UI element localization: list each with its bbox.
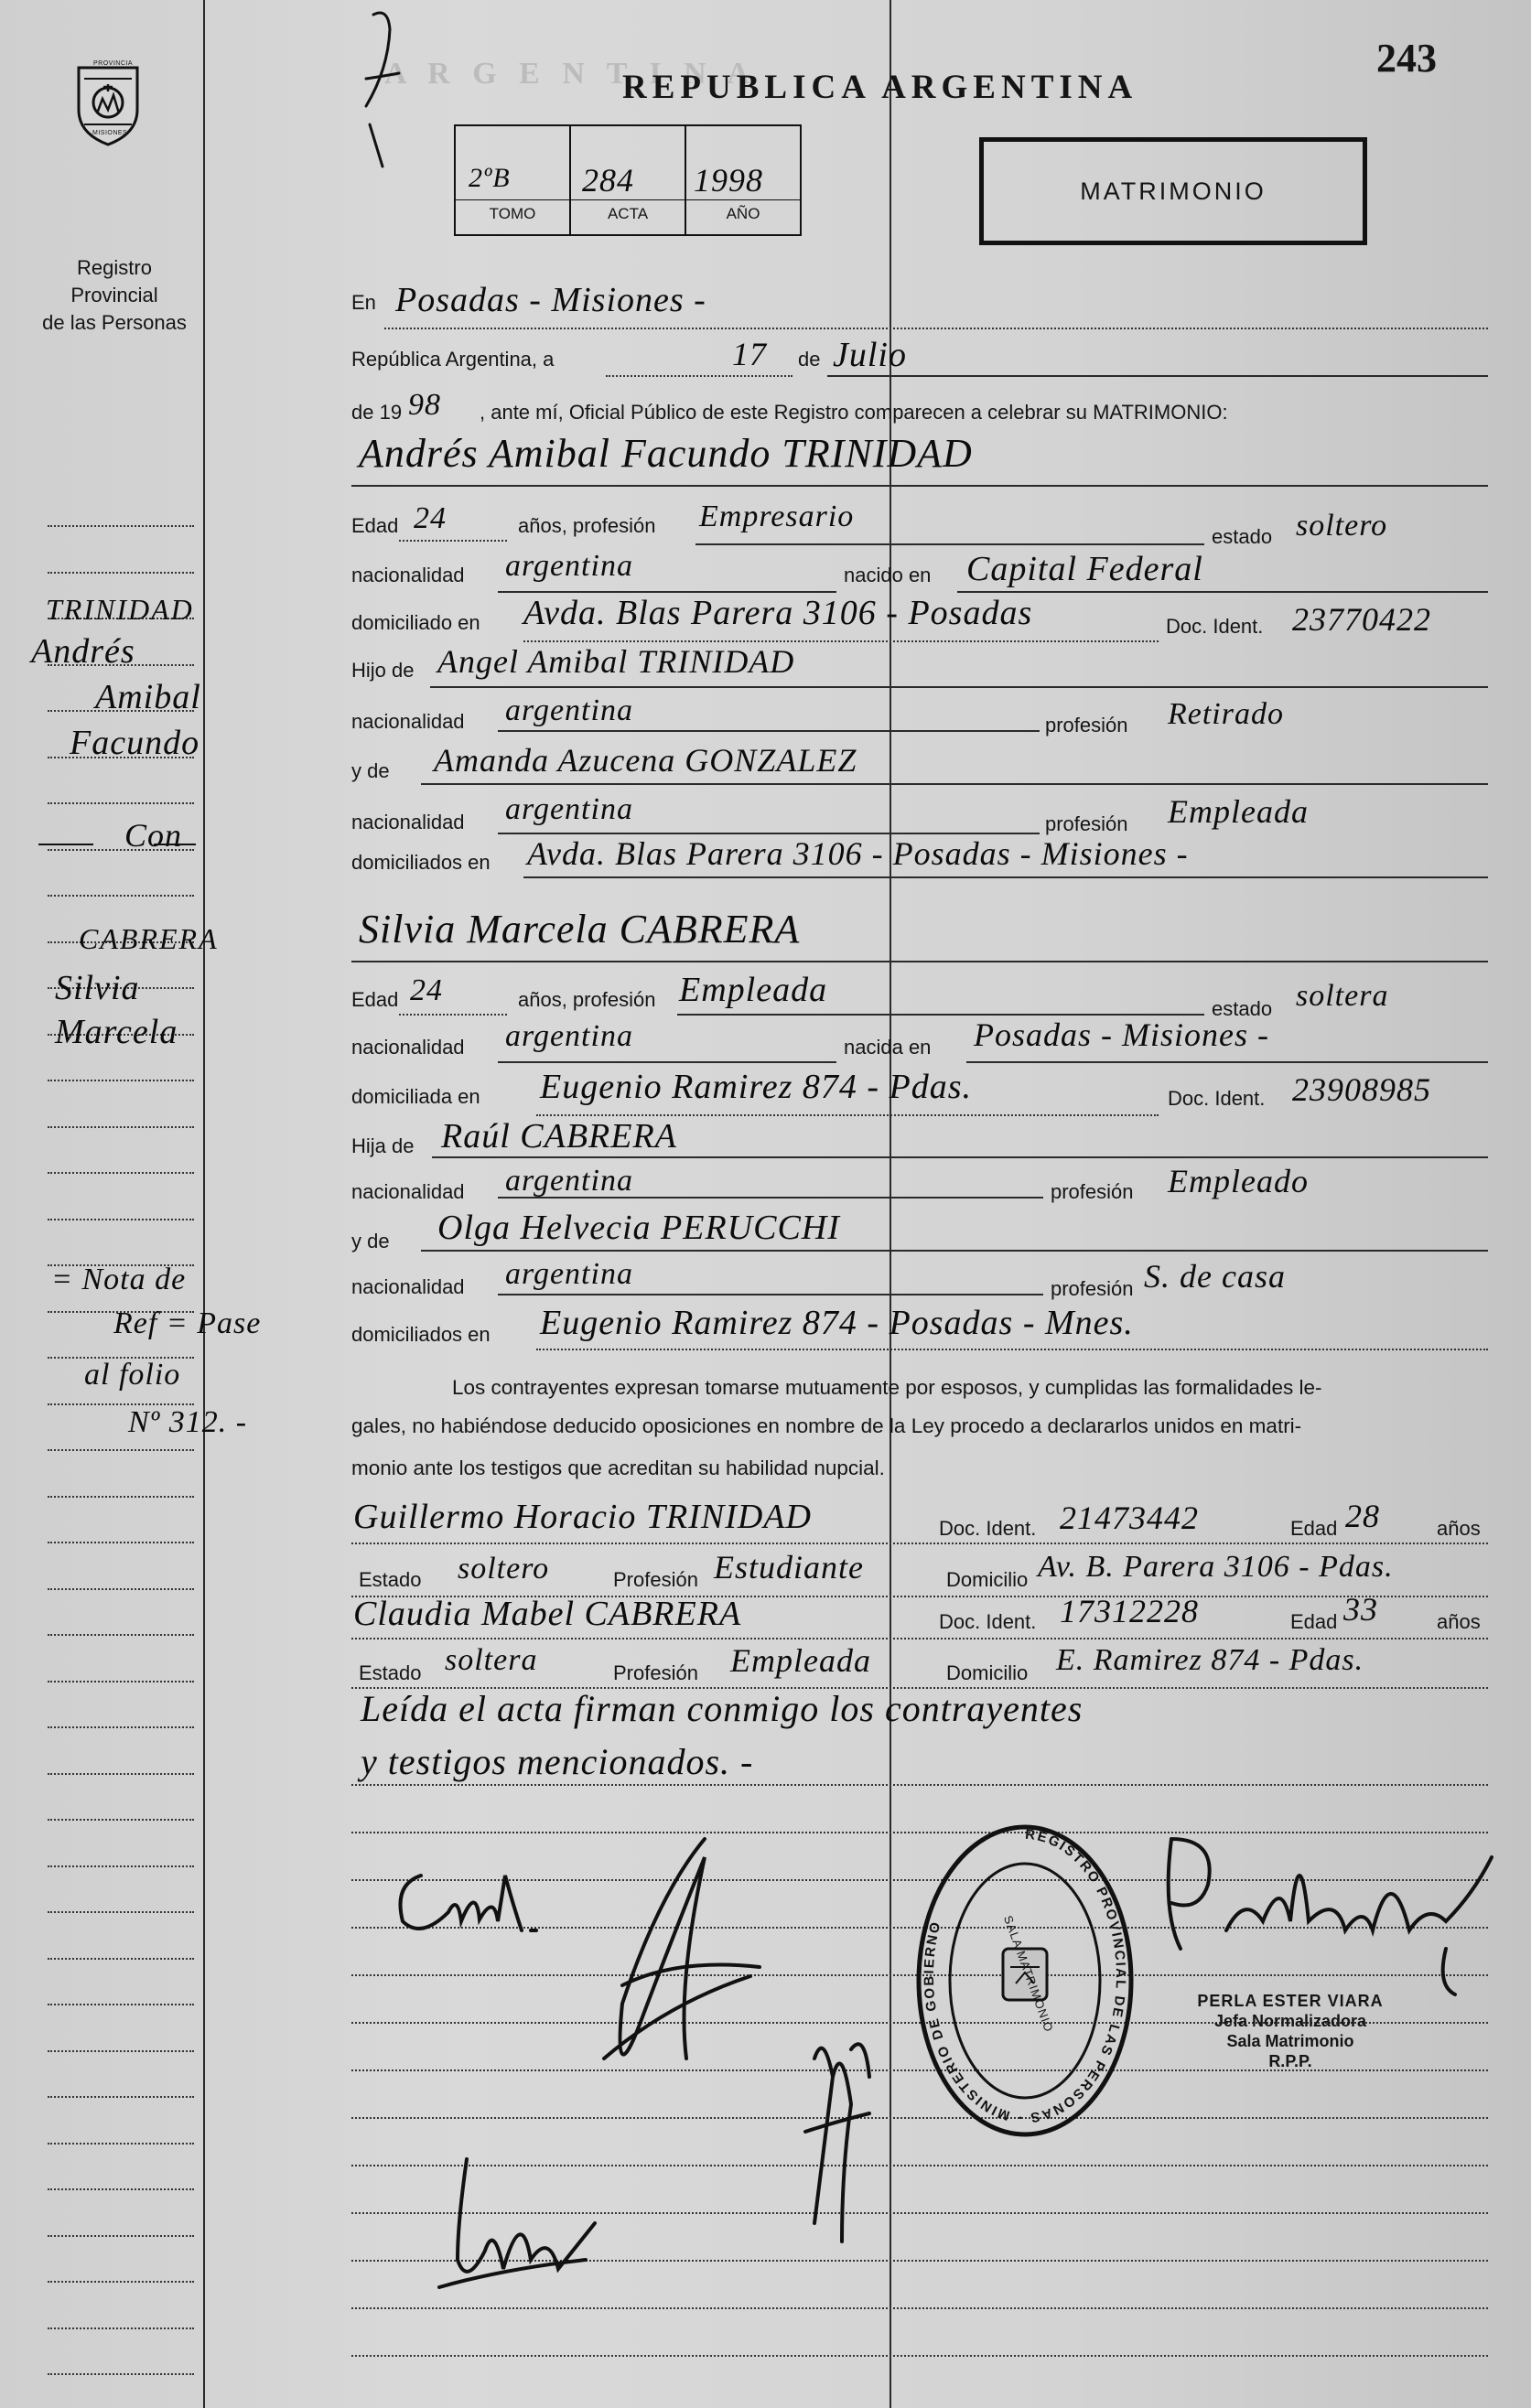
stamp-center-text: SALA MATRIMONIO — [1000, 1913, 1057, 2035]
witness-1-status: soltero — [458, 1552, 550, 1586]
bride-address-label: domiciliada en — [351, 1085, 480, 1108]
groom-address-label: domiciliado en — [351, 611, 480, 634]
bride-nationality: argentina — [505, 1019, 633, 1053]
groom-profession-label: años, profesión — [518, 514, 656, 537]
country-heading: REPUBLICA ARGENTINA — [622, 69, 1138, 106]
groom-parents-address-label: domiciliados en — [351, 851, 491, 874]
groom-father-nat-label: nacionalidad — [351, 710, 465, 733]
official-unit: Sala Matrimonio — [1226, 2032, 1354, 2050]
witness-1-dni-label: Doc. Ident. — [939, 1517, 1037, 1540]
witness-2-address-label: Domicilio — [946, 1661, 1029, 1684]
bride-birthplace-label: nacida en — [844, 1036, 932, 1059]
bride-address: Eugenio Ramirez 874 - Pdas. — [540, 1068, 973, 1106]
margin-groom-given-3: Facundo — [70, 724, 200, 762]
ruled-line — [351, 1784, 1488, 1786]
margin-ruled-line — [48, 2188, 194, 2190]
margin-note-line-1: = Nota de — [51, 1263, 187, 1296]
groom-mother-nationality: argentina — [505, 792, 633, 826]
de-label: de — [798, 348, 821, 371]
margin-bride-given-2: Marcela — [55, 1013, 178, 1051]
rule-bride-age — [399, 1014, 507, 1016]
ceremony-month: Julio — [833, 336, 907, 374]
witness-2-profession: Empleada — [730, 1642, 871, 1679]
groom-mother-profession: Empleada — [1168, 793, 1309, 830]
groom-parents-address: Avda. Blas Parera 3106 - Posadas - Misiones - — [527, 835, 1189, 872]
signature-4 — [778, 2022, 897, 2260]
registry-name — [37, 254, 192, 337]
margin-ruled-line — [48, 1773, 194, 1775]
en-label: En — [351, 291, 376, 314]
margin-ruled-line — [48, 1172, 194, 1174]
declaration-line-1: Los contrayentes expresan tomarse mutuamente por esposos, y cumplidas las formalidades le- — [452, 1376, 1322, 1399]
republic-label: República Argentina, a — [351, 348, 555, 371]
groom-mother: Amanda Azucena GONZALEZ — [434, 742, 857, 779]
margin-con: Con — [124, 817, 183, 854]
rule-month — [827, 375, 1488, 377]
signature-1 — [384, 1848, 567, 1949]
ruled-line — [351, 2307, 1488, 2309]
groom-birthplace: Capital Federal — [966, 550, 1203, 588]
margin-ruled-line — [48, 1634, 194, 1636]
bride-age: 24 — [410, 973, 443, 1007]
tomo-label: TOMO — [489, 205, 536, 222]
groom-father-prof-label: profesión — [1045, 714, 1128, 736]
margin-bride-surname: CABRERA — [79, 922, 219, 955]
tomo-cell — [456, 126, 571, 234]
bride-status-label: estado — [1212, 997, 1273, 1020]
rule-groom-name — [351, 485, 1488, 487]
bride-father-nat-label: nacionalidad — [351, 1180, 465, 1203]
bride-dni: 23908985 — [1292, 1071, 1431, 1108]
rule-bride-father-nat — [498, 1197, 1043, 1199]
groom-father-profession: Retirado — [1168, 697, 1284, 731]
margin-ruled-line — [48, 2373, 194, 2375]
bride-dni-label: Doc. Ident. — [1168, 1087, 1266, 1110]
bride-mother-nationality: argentina — [505, 1257, 633, 1291]
margin-ruled-line — [48, 1126, 194, 1128]
groom-nationality-label: nacionalidad — [351, 564, 465, 586]
witness-1-dni: 21473442 — [1060, 1500, 1199, 1536]
groom-status-label: estado — [1212, 525, 1273, 548]
margin-dash-left — [38, 844, 93, 845]
bride-nationality-label: nacionalidad — [351, 1036, 465, 1059]
groom-name: Andrés Amibal Facundo TRINIDAD — [359, 431, 973, 476]
stamp-ring-text: REGISTRO PROVINCIAL DE LAS PERSONAS · MINISTERIO DE GOBIERNO — [921, 1826, 1129, 2126]
bride-profession: Empleada — [679, 971, 828, 1009]
margin-ruled-line — [48, 2281, 194, 2283]
bride-father: Raúl CABRERA — [441, 1117, 677, 1156]
bride-mother-profession: S. de casa — [1144, 1258, 1286, 1295]
margin-ruled-line — [48, 1449, 194, 1451]
acta-label: ACTA — [607, 205, 649, 222]
margin-groom-given-1: Andrés — [31, 632, 135, 671]
rule-bride-mother — [421, 1250, 1488, 1252]
registry-name-line-1: Registro Provincial — [70, 256, 158, 306]
official-signature — [1144, 1802, 1510, 2022]
record-reference-box — [454, 124, 802, 236]
closing-line-2: y testigos mencionados. - — [361, 1741, 754, 1782]
witness-2-prof-label: Profesión — [613, 1661, 698, 1684]
rule-groom-prof — [695, 543, 1204, 545]
margin-ruled-line — [48, 802, 194, 804]
rule-witness-2a — [351, 1638, 1488, 1639]
official-name: PERLA ESTER VIARA — [1197, 1992, 1384, 2010]
closing-line-1: Leída el acta firman conmigo los contrayentes — [361, 1688, 1084, 1729]
rule-bride-birth — [966, 1061, 1488, 1063]
groom-mother-prof-label: profesión — [1045, 812, 1128, 835]
rule-bride-mother-nat — [498, 1294, 1043, 1295]
margin-ruled-line — [48, 1958, 194, 1960]
margin-ruled-line — [48, 1681, 194, 1682]
rule-bride-nat — [498, 1061, 836, 1063]
witness-2-status: soltera — [445, 1643, 538, 1677]
acta-cell — [571, 126, 686, 234]
bride-age-label: Edad — [351, 988, 399, 1011]
groom-father-nationality: argentina — [505, 693, 633, 727]
margin-ruled-line — [48, 1080, 194, 1081]
tomo-value: 2ºB — [469, 163, 511, 193]
witness-1-age: 28 — [1345, 1498, 1380, 1534]
witness-2-anos-label: años — [1437, 1610, 1481, 1633]
groom-status: soltero — [1296, 509, 1388, 543]
bride-father-label: Hija de — [351, 1134, 415, 1157]
page-number: 243 — [1376, 36, 1437, 81]
witness-2-address: E. Ramirez 874 - Pdas. — [1056, 1643, 1364, 1677]
official-block — [1144, 1991, 1437, 2071]
groom-age-label: Edad — [351, 514, 399, 537]
witness-2-dni: 17312228 — [1060, 1593, 1199, 1629]
bleed-through-mark: A R G E N T I N A — [384, 57, 757, 91]
margin-ruled-line — [48, 525, 194, 527]
witness-1-profession: Estudiante — [714, 1549, 864, 1586]
acta-value: 284 — [582, 162, 634, 199]
bride-father-nationality: argentina — [505, 1164, 633, 1198]
margin-ruled-line — [48, 2050, 194, 2052]
rule-bride-name — [351, 961, 1488, 962]
margin-ruled-line — [48, 1542, 194, 1543]
rule-witness-1a — [351, 1543, 1488, 1544]
intro-text: , ante mí, Oficial Público de este Registro comparecen a celebrar su MATRIMONIO: — [480, 401, 1228, 424]
bride-mother-label: y de — [351, 1230, 390, 1252]
rule-day — [606, 375, 792, 377]
ceremony-day: 17 — [732, 336, 767, 372]
margin-note-line-4: Nº 312. - — [128, 1405, 248, 1439]
witness-2-status-label: Estado — [359, 1661, 422, 1684]
rule-bride-father — [432, 1156, 1488, 1158]
groom-mother-nat-label: nacionalidad — [351, 811, 465, 833]
bride-parents-address-label: domiciliados en — [351, 1323, 491, 1346]
groom-dni: 23770422 — [1292, 601, 1431, 638]
groom-father: Angel Amibal TRINIDAD — [437, 643, 795, 680]
witness-1-status-label: Estado — [359, 1568, 422, 1591]
declaration-line-2: gales, no habiéndose deducido oposiciones en nombre de la Ley procedo a declararlos unidos en matri- — [351, 1414, 1302, 1437]
act-type-box — [979, 137, 1367, 245]
groom-dni-label: Doc. Ident. — [1166, 615, 1264, 638]
witness-1-anos-label: años — [1437, 1517, 1481, 1540]
bride-profession-label: años, profesión — [518, 988, 656, 1011]
rule-groom-birth — [957, 591, 1488, 593]
ano-cell — [686, 126, 800, 234]
official-title: Jefa Normalizadora — [1213, 2012, 1367, 2030]
rule-groom-age — [399, 540, 507, 542]
signature-2 — [567, 1821, 787, 2132]
witness-2-age: 33 — [1343, 1591, 1378, 1628]
margin-note-line-2: Ref = Pase — [113, 1306, 262, 1340]
witness-1-age-label: Edad — [1290, 1517, 1338, 1540]
seal-top-text: PROVINCIA — [93, 60, 134, 67]
margin-dash-right — [154, 844, 196, 845]
margin-ruled-line — [48, 1911, 194, 1913]
margin-check-mark — [348, 5, 421, 179]
act-type-label: MATRIMONIO — [1080, 177, 1267, 205]
witness-2-name: Claudia Mabel CABRERA — [353, 1595, 742, 1633]
ano-value: 1998 — [694, 162, 763, 199]
bride-birthplace: Posadas - Misiones - — [974, 1016, 1269, 1053]
bride-father-profession: Empleado — [1168, 1163, 1309, 1199]
margin-ruled-line — [48, 1865, 194, 1867]
year-prefix: de 19 — [351, 401, 403, 424]
bride-mother-prof-label: profesión — [1051, 1277, 1134, 1300]
margin-groom-surname: TRINIDAD — [46, 593, 194, 626]
margin-ruled-line — [48, 1219, 194, 1220]
groom-age: 24 — [414, 501, 447, 535]
groom-mother-label: y de — [351, 759, 390, 782]
rule-city — [384, 328, 1488, 329]
bride-mother-nat-label: nacionalidad — [351, 1275, 465, 1298]
rule-groom-parents-addr — [523, 876, 1488, 878]
witness-1-address-label: Domicilio — [946, 1568, 1029, 1591]
witness-1-name: Guillermo Horacio TRINIDAD — [353, 1498, 812, 1536]
groom-nationality: argentina — [505, 549, 633, 583]
registry-name-line-2: de las Personas — [42, 311, 187, 334]
margin-ruled-line — [48, 2235, 194, 2237]
bride-mother: Olga Helvecia PERUCCHI — [437, 1209, 840, 1247]
groom-address: Avda. Blas Parera 3106 - Posadas — [523, 594, 1033, 632]
rule-groom-mother — [421, 783, 1488, 785]
margin-line-left — [203, 0, 205, 2408]
ano-label: AÑO — [726, 205, 760, 222]
margin-ruled-line — [48, 2096, 194, 2098]
margin-ruled-line — [48, 895, 194, 897]
margin-ruled-line — [48, 1726, 194, 1728]
margin-ruled-line — [48, 572, 194, 574]
groom-father-label: Hijo de — [351, 659, 415, 682]
margin-ruled-line — [48, 2004, 194, 2005]
witness-1-address: Av. B. Parera 3106 - Pdas. — [1038, 1550, 1394, 1584]
margin-bride-given-1: Silvia — [55, 969, 140, 1007]
margin-ruled-line — [48, 1819, 194, 1821]
ceremony-year: 98 — [408, 388, 441, 422]
signature-3 — [430, 2150, 613, 2306]
bride-status: soltera — [1296, 979, 1389, 1013]
witness-2-age-label: Edad — [1290, 1610, 1338, 1633]
margin-ruled-line — [48, 1588, 194, 1590]
bride-name: Silvia Marcela CABRERA — [359, 907, 801, 951]
margin-groom-given-2: Amibal — [95, 678, 201, 716]
rule-groom-father — [430, 686, 1488, 688]
groom-profession: Empresario — [699, 500, 855, 533]
witness-1-prof-label: Profesión — [613, 1568, 698, 1591]
groom-birthplace-label: nacido en — [844, 564, 932, 586]
rule-groom-father-nat — [498, 730, 1040, 732]
bride-parents-address: Eugenio Ramirez 874 - Posadas - Mnes. — [540, 1304, 1134, 1342]
bride-father-prof-label: profesión — [1051, 1180, 1134, 1203]
declaration-line-3: monio ante los testigos que acreditan su habilidad nupcial. — [351, 1457, 885, 1479]
margin-ruled-line — [48, 1496, 194, 1498]
seal-bottom-text: MISIONES — [92, 130, 128, 136]
official-org: R.P.P. — [1268, 2052, 1312, 2070]
ruled-line — [351, 2355, 1488, 2357]
rule-bride-parents-addr — [536, 1349, 1488, 1350]
ceremony-city: Posadas - Misiones - — [395, 281, 706, 319]
witness-2-dni-label: Doc. Ident. — [939, 1610, 1037, 1633]
margin-ruled-line — [48, 2327, 194, 2329]
margin-ruled-line — [48, 2143, 194, 2145]
margin-note-line-3: al folio — [84, 1358, 181, 1392]
